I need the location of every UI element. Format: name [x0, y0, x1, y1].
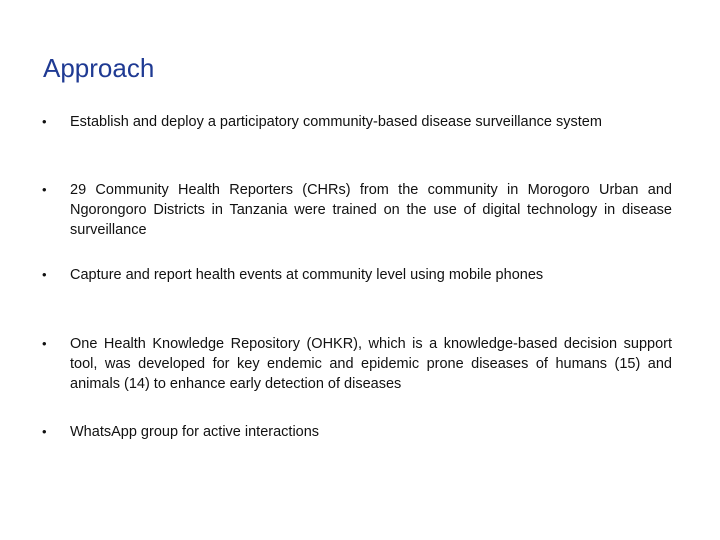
bullet-text: Establish and deploy a participatory community-based disease surveillance system: [70, 114, 602, 130]
bullet-dot-icon: •: [42, 114, 47, 129]
bullet-dot-icon: •: [42, 182, 47, 197]
bullet-dot-icon: •: [42, 424, 47, 439]
bullet-text: Capture and report health events at community level using mobile phones: [70, 267, 544, 283]
bullet-dot-icon: •: [42, 336, 47, 351]
bullet-text: One Health Knowledge Repository (OHKR), which is a knowledge-based decision support tool, was developed for key endemic and epidemic prone diseases of humans (15) and animals (14) to enhance early detection of diseases: [70, 336, 672, 392]
bullet-dot-icon: •: [42, 267, 47, 282]
slide-title: Approach: [43, 53, 155, 83]
bullet-text: WhatsApp group for active interactions: [70, 424, 320, 440]
bullet-text: 29 Community Health Reporters (CHRs) from the community in Morogoro Urban and Ngorongoro Districts in Tanzania were trained on the use of digital technology in disease surveillance: [70, 182, 672, 238]
